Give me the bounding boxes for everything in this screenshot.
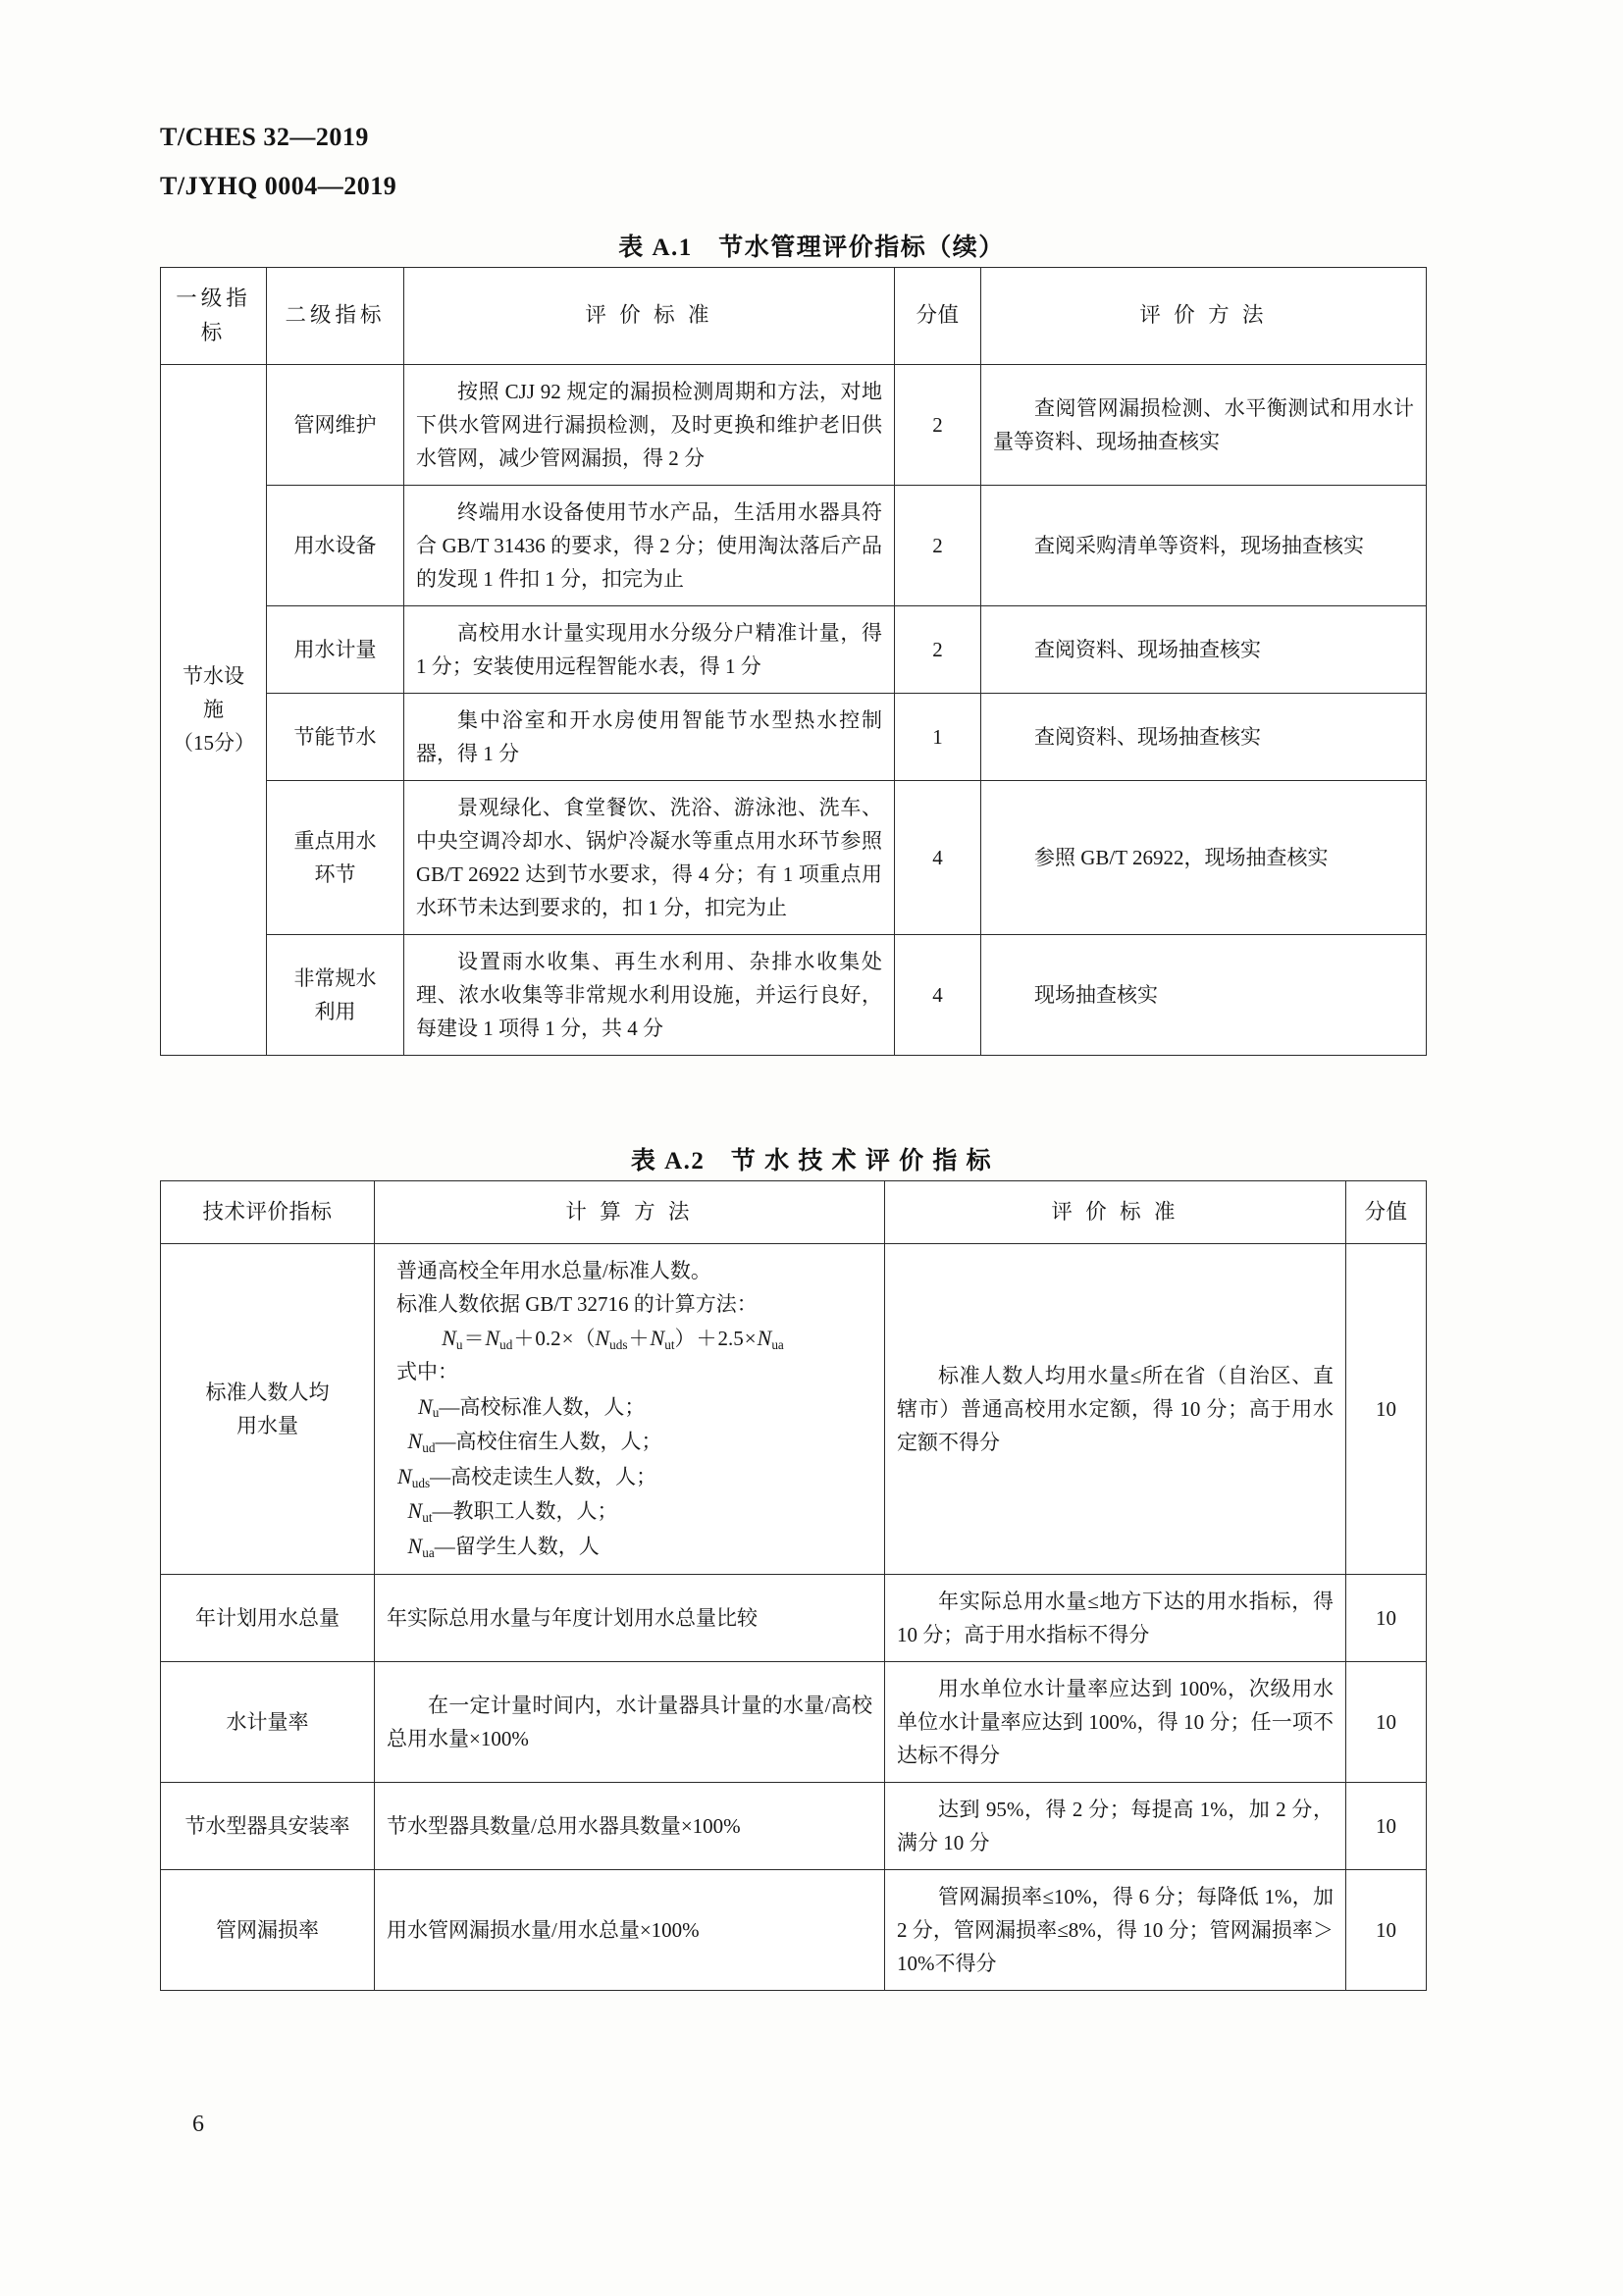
standard-population-formula: $N_u=N_{ud}+0.2\times(N_{uds}+N_{ut})+2.5\times N_{ua}$ (442, 1325, 784, 1352)
variable-definition-nua: $N_{ua}—$留学生人数，人 (407, 1534, 600, 1560)
calculation-method-cell: 在一定计量时间内，水计量器具计量的水量/高校总用水量×100% (375, 1661, 885, 1782)
score-cell: 1 (895, 693, 981, 780)
criteria-cell: 用水单位水计量率应达到 100%，次级用水单位水计量率应达到 100%，得 10 分；任一项不达标不得分 (885, 1661, 1346, 1782)
score-cell: 10 (1346, 1243, 1427, 1574)
secondary-indicator-cell: 节能节水 (267, 693, 404, 780)
criteria-cell: 达到 95%，得 2 分；每提高 1%，加 2 分，满分 10 分 (885, 1782, 1346, 1869)
criteria-cell: 年实际总用水量≤地方下达的用水指标，得 10 分；高于用水指标不得分 (885, 1574, 1346, 1661)
table-row (161, 1782, 1427, 1869)
secondary-indicator-cell (267, 934, 404, 1055)
table-row (161, 780, 1427, 934)
primary-indicator-cell (161, 364, 267, 1055)
method-cell: 查阅采购清单等资料，现场抽查核实 (981, 485, 1427, 605)
criteria-cell: 按照 CJJ 92 规定的漏损检测周期和方法，对地下供水管网进行漏损检测，及时更换和维护老旧供水管网，减少管网漏损，得 2 分 (404, 364, 895, 485)
column-header-evaluation-criteria: 评 价 标 准 (404, 268, 895, 365)
criteria-cell: 标准人数人均用水量≤所在省（自治区、直辖市）普通高校用水定额，得 10 分；高于用水定额不得分 (885, 1243, 1346, 1574)
primary-indicator-name: 节水设施 (183, 664, 244, 722)
secondary-indicator-line-2: 利用 (314, 999, 356, 1023)
table-row (161, 1869, 1427, 1990)
table-row (161, 934, 1427, 1055)
calculation-method-cell: 用水管网漏损水量/用水总量×100% (375, 1869, 885, 1990)
criteria-cell: 集中浴室和开水房使用智能节水型热水控制器，得 1 分 (404, 693, 895, 780)
table-row (161, 364, 1427, 485)
table-a2 (160, 1180, 1427, 1991)
column-header-score: 分值 (895, 268, 981, 365)
variable-definition-nud: $N_{ud}—$高校住宿生人数，人； (407, 1429, 662, 1456)
calculation-method-cell (375, 1243, 885, 1574)
secondary-indicator-cell: 用水计量 (267, 605, 404, 693)
calculation-method-cell: 节水型器具数量/总用水器具数量×100% (375, 1782, 885, 1869)
column-header-technical-indicator: 技术评价指标 (161, 1181, 375, 1244)
score-cell: 2 (895, 485, 981, 605)
variable-definition-nu: $N_u—$高校标准人数，人； (418, 1393, 646, 1421)
calculation-method-cell: 年实际总用水量与年度计划用水总量比较 (375, 1574, 885, 1661)
score-cell: 2 (895, 364, 981, 485)
table-a1 (160, 267, 1427, 1056)
indicator-line-2: 用水量 (236, 1413, 298, 1437)
score-cell: 2 (895, 605, 981, 693)
method-cell: 查阅资料、现场抽查核实 (981, 605, 1427, 693)
where-label: 式中： (396, 1360, 458, 1384)
column-header-calculation-method: 计 算 方 法 (375, 1181, 885, 1244)
column-header-primary-indicator: 一级指标 (161, 268, 267, 365)
table-a2-title: 表 A.2 节 水 技 术 评 价 指 标 (630, 1148, 993, 1174)
indicator-cell: 水计量率 (161, 1661, 375, 1782)
secondary-indicator-line-2: 环节 (314, 861, 356, 886)
criteria-cell: 终端用水设备使用节水产品，生活用水器具符合 GB/T 31436 的要求，得 2 分；使用淘汰落后产品的发现 1 件扣 1 分，扣完为止 (404, 485, 895, 605)
criteria-cell: 景观绿化、食堂餐饮、洗浴、游泳池、洗车、中央空调冷却水、锅炉冷凝水等重点用水环节参照 GB/T 26922 达到节水要求，得 4 分；有 1 项重点用水环节未达到要求的，扣 1 分，扣完为止 (404, 780, 895, 934)
secondary-indicator-cell: 用水设备 (267, 485, 404, 605)
score-cell: 4 (895, 780, 981, 934)
column-header-secondary-indicator: 二级指标 (267, 268, 404, 365)
secondary-indicator-line-1: 重点用水 (293, 828, 377, 853)
indicator-cell: 管网漏损率 (161, 1869, 375, 1990)
criteria-cell: 管网漏损率≤10%，得 6 分；每降低 1%，加 2 分，管网漏损率≤8%，得 10 分；管网漏损率＞10%不得分 (885, 1869, 1346, 1990)
score-cell: 10 (1346, 1782, 1427, 1869)
score-cell: 10 (1346, 1869, 1427, 1990)
table-row (161, 1661, 1427, 1782)
score-cell: 10 (1346, 1661, 1427, 1782)
table-row (161, 1574, 1427, 1661)
score-cell: 10 (1346, 1574, 1427, 1661)
table-row (161, 485, 1427, 605)
score-cell: 4 (895, 934, 981, 1055)
table-row (161, 693, 1427, 780)
table-a1-title: 表 A.1 节水管理评价指标（续） (618, 235, 1005, 261)
indicator-cell: 节水型器具安装率 (161, 1782, 375, 1869)
criteria-cell: 设置雨水收集、再生水利用、杂排水收集处理、浓水收集等非常规水利用设施，并运行良好，每建设 1 项得 1 分，共 4 分 (404, 934, 895, 1055)
method-text-line-1: 普通高校全年用水总量/标准人数。 (396, 1258, 711, 1282)
method-cell: 参照 GB/T 26922，现场抽查核实 (981, 780, 1427, 934)
indicator-cell: 年计划用水总量 (161, 1574, 375, 1661)
method-cell: 查阅管网漏损检测、水平衡测试和用水计量等资料、现场抽查核实 (981, 364, 1427, 485)
table-a2-header-row (161, 1181, 1427, 1244)
primary-indicator-points: （15分） (173, 731, 255, 756)
criteria-cell: 高校用水计量实现用水分级分户精准计量，得 1 分；安装使用远程智能水表，得 1 分 (404, 605, 895, 693)
variable-definition-nuds: $N_{uds}—$高校走读生人数，人； (397, 1463, 657, 1490)
column-header-score: 分值 (1346, 1181, 1427, 1244)
method-text-line-2: 标准人数依据 GB/T 32716 的计算方法： (396, 1291, 758, 1316)
indicator-cell (161, 1243, 375, 1574)
table-row (161, 1243, 1427, 1574)
table-row (161, 605, 1427, 693)
standard-code-jyhq: T/JYHQ 0004—2019 (160, 172, 397, 200)
table-a1-header-row (161, 268, 1427, 365)
standard-code-ches: T/CHES 32—2019 (160, 123, 369, 151)
secondary-indicator-cell (267, 780, 404, 934)
method-cell: 查阅资料、现场抽查核实 (981, 693, 1427, 780)
indicator-line-1: 标准人数人均 (205, 1380, 330, 1404)
secondary-indicator-cell: 管网维护 (267, 364, 404, 485)
column-header-evaluation-method: 评 价 方 法 (981, 268, 1427, 365)
secondary-indicator-line-1: 非常规水 (293, 965, 377, 990)
column-header-evaluation-criteria: 评 价 标 准 (885, 1181, 1346, 1244)
page-number: 6 (192, 2112, 204, 2137)
method-cell: 现场抽查核实 (981, 934, 1427, 1055)
variable-definition-nut: $N_{ut}—$教职工人数，人； (407, 1498, 618, 1526)
